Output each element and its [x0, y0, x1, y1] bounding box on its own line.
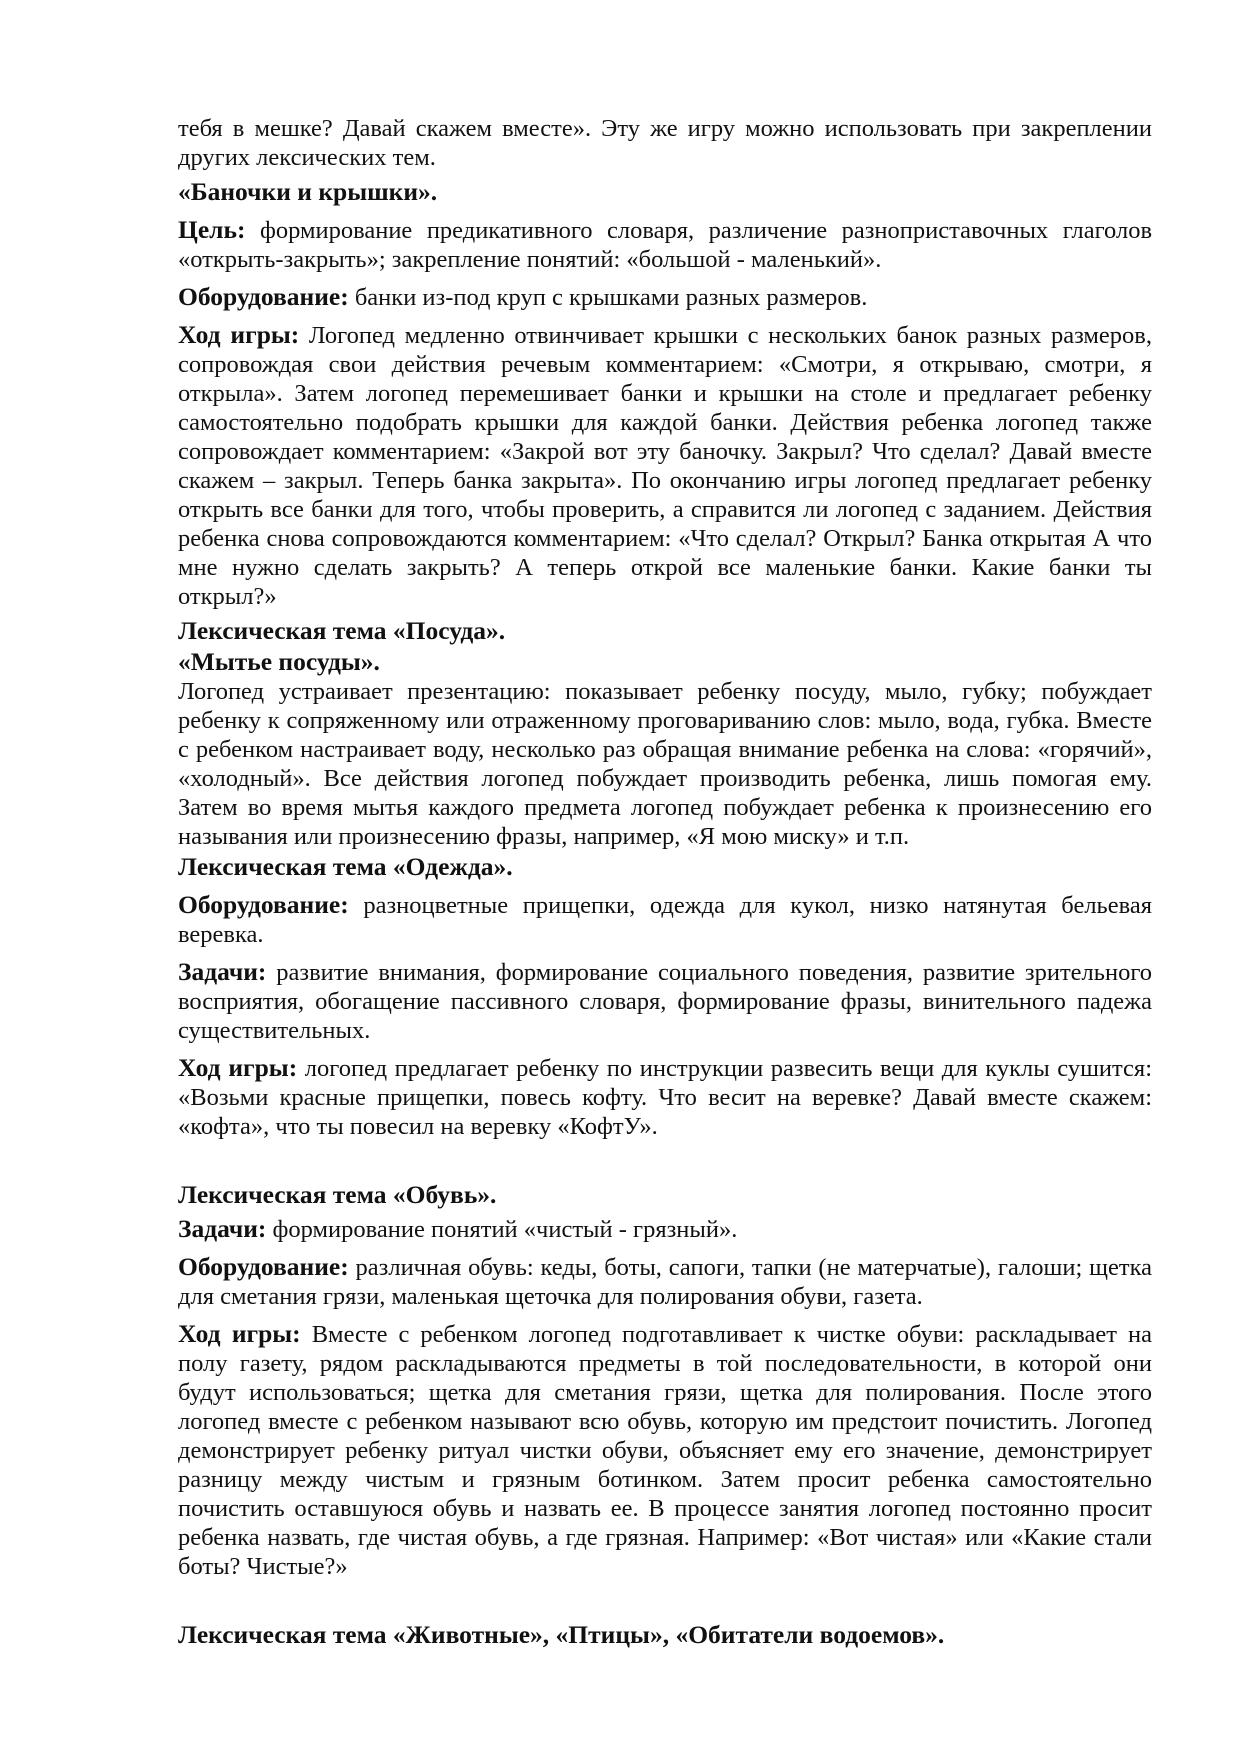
- equipment-label: Оборудование:: [178, 890, 349, 919]
- game-jars-course: [178, 320, 1152, 611]
- topic-animals-title: Лексическая тема «Животные», «Птицы», «Обитатели водоемов».: [178, 1620, 945, 1649]
- topic-shoes-equipment: [178, 1252, 1152, 1311]
- equipment-text: разноцветные прищепки, одежда для кукол, низко натянутая бельевая веревка.: [178, 892, 1152, 948]
- tasks-label: Задачи:: [178, 957, 267, 986]
- equipment-label: Оборудование:: [178, 1252, 349, 1281]
- topic-shoes-course: [178, 1319, 1152, 1581]
- intro-paragraph: тебя в мешке? Давай скажем вместе». Эту же игру можно использовать при закреплении других лексических тем.: [178, 115, 1152, 171]
- topic-shoes-title: Лексическая тема «Обувь».: [178, 1180, 497, 1209]
- topic-clothes-tasks: [178, 957, 1152, 1045]
- course-label: Ход игры:: [178, 1053, 298, 1082]
- tasks-text: формирование понятий «чистый - грязный».: [272, 1216, 738, 1243]
- course-label: Ход игры:: [178, 320, 300, 349]
- goal-label: Цель:: [178, 215, 246, 244]
- topic-dishes-title: Лексическая тема «Посуда».: [178, 616, 506, 645]
- goal-text: формирование предикативного словаря, различение разноприставочных глаголов «открыть-закрыть»; закрепление понятий: «большой - маленький».: [178, 217, 1153, 273]
- equipment-text: различная обувь: кеды, боты, сапоги, тапки (не матерчатые), галоши; щетка для сметания грязи, маленькая щеточка для полирования обуви, газета.: [178, 1254, 1152, 1310]
- topic-dishes-text: Логопед устраивает презентацию: показывает ребенку посуду, мыло, губку; побуждает ребенку к сопряженному или отраженному проговариванию слов: мыло, вода, губка. Вместе с ребенком настраивает воду, несколько раз обращая внимание ребенка на слова: «горячий», «холодный». Все действия логопед побуждает производить ребенка, лишь помогая ему. Затем во время мытья каждого предмета логопед побуждает ребенка к произнесению его называния или произнесению фразы, например, «Я мою миску» и т.п.: [178, 678, 1152, 850]
- course-text: Логопед медленно отвинчивает крышки с нескольких банок разных размеров, сопровождая свои действия речевым комментарием: «Смотри, я открываю, смотри, я открыла». Затем логопед перемешивает банки и крышки на столе и предлагает ребенку самостоятельно подобрать крышки для каждой банки. Действия ребенка логопед также сопровождает комментарием: «Закрой вот эту баночку. Закрыл? Что сделал? Давай вместе скажем – закрыл. Теперь банка закрыта». По окончанию игры логопед предлагает ребенку открыть все банки для того, чтобы проверить, а справится ли логопед с заданием. Действия ребенка снова сопровождаются комментарием: «Что сделал? Открыл? Банка открытая А что мне нужно сделать закрыть? А теперь открой все маленькие банки. Какие банки ты открыл?»: [178, 322, 1153, 610]
- tasks-text: развитие внимания, формирование социального поведения, развитие зрительного восприятия, обогащение пассивного словаря, формирование фразы, винительного падежа существительных.: [178, 959, 1153, 1044]
- topic-clothes-course: [178, 1053, 1152, 1141]
- course-text: логопед предлагает ребенку по инструкции развесить вещи для куклы сушится: «Возьми красные прищепки, повесь кофту. Что весит на веревке? Давай вместе скажем: «кофта», что ты повесил на веревку «КофтУ».: [178, 1055, 1152, 1140]
- course-text: Вместе с ребенком логопед подготавливает к чистке обуви: раскладывает на полу газету, рядом раскладываются предметы в той последовательности, в которой они будут использоваться; щетка для сметания грязи, щетка для полирования. После этого логопед вместе с ребенком называют всю обувь, которую им предстоит почистить. Логопед демонстрирует ребенку ритуал чистки обуви, объясняет ему его значение, демонстрирует разницу между чистым и грязным ботинком. Затем просит ребенка самостоятельно почистить оставшуюся обувь и назвать ее. В процессе занятия логопед постоянно просит ребенка назвать, где чистая обувь, а где грязная. Например: «Вот чистая» или «Какие стали боты? Чистые?»: [178, 1321, 1152, 1580]
- course-label: Ход игры:: [178, 1319, 301, 1348]
- topic-shoes-tasks: [178, 1214, 1152, 1244]
- game-jars-goal: [178, 215, 1152, 274]
- game-jars-equipment: [178, 282, 1152, 312]
- equipment-text: банки из-под круп с крышками разных размеров.: [354, 284, 868, 311]
- game-dishes-title: «Мытье посуды».: [178, 647, 380, 676]
- topic-clothes-equipment: [178, 890, 1152, 949]
- topic-clothes-title: Лексическая тема «Одежда».: [178, 852, 513, 881]
- game-jars-title: «Баночки и крышки».: [178, 177, 438, 206]
- equipment-label: Оборудование:: [178, 282, 349, 311]
- tasks-label: Задачи:: [178, 1214, 267, 1243]
